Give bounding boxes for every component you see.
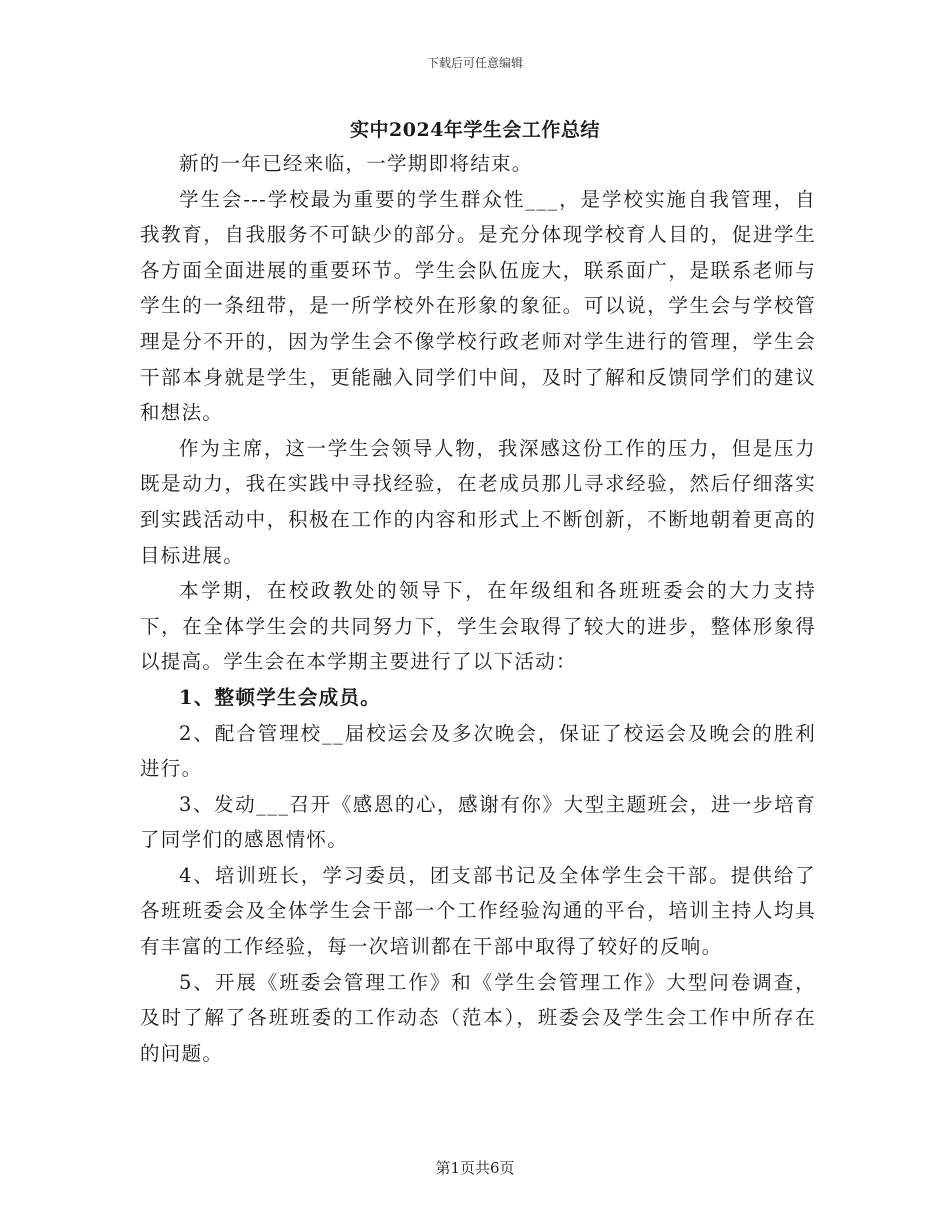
- document-body: [140, 146, 816, 1071]
- page-number: 第1页共6页: [435, 1159, 515, 1177]
- paragraph-6: 2、配合管理校__届校运会及多次晚会，保证了校运会及晚会的胜利进行。: [140, 721, 816, 781]
- paragraph-8: 4、培训班长，学习委员，团支部书记及全体学生会干部。提供给了各班班委会及全体学生会干部一个工作经验沟通的平台，培训主持人均具有丰富的工作经验，每一次培训都在干部中取得了较好的反响。: [140, 863, 816, 959]
- paragraph-7: 3、发动___召开《感恩的心，感谢有你》大型主题班会，进一步培育了同学们的感恩情怀。: [140, 792, 816, 852]
- paragraph-5: 1、整顿学生会成员。: [179, 685, 382, 709]
- paragraph-9: 5、开展《班委会管理工作》和《学生会管理工作》大型问卷调查，及时了解了各班班委的工作动态（范本），班委会及学生会工作中所存在的问题。: [140, 970, 816, 1065]
- paragraph-4: 本学期，在校政教处的领导下，在年级组和各班班委会的大力支持下，在全体学生会的共同努力下，学生会取得了较大的进步，整体形象得以提高。学生会在本学期主要进行了以下活动：: [140, 579, 816, 674]
- paragraph-3: 作为主席，这一学生会领导人物，我深感这份工作的压力，但是压力既是动力，我在实践中寻找经验，在老成员那儿寻求经验，然后仔细落实到实践活动中，积极在工作的内容和形式上不断创新，不断地朝着更高的目标进展。: [140, 436, 816, 567]
- document-title: 实中2024年学生会工作总结: [350, 119, 600, 141]
- paragraph-1: 新的一年已经来临，一学期即将结束。: [179, 152, 533, 175]
- paragraph-2: 学生会---学校最为重要的学生群众性___，是学校实施自我管理，自我教育，自我服务不可缺少的部分。是充分体现学校育人目的，促进学生各方面全面进展的重要环节。学生会队伍庞大，联系面广，是联系老师与学生的一条纽带，是一所学校外在形象的象征。可以说，学生会与学校管理是分不开的，因为学生会不像学校行政老师对学生进行的管理，学生会干部本身就是学生，更能融入同学们中间，及时了解和反馈同学们的建议和想法。: [140, 187, 816, 425]
- header-note: 下载后可任意编辑: [426, 56, 523, 70]
